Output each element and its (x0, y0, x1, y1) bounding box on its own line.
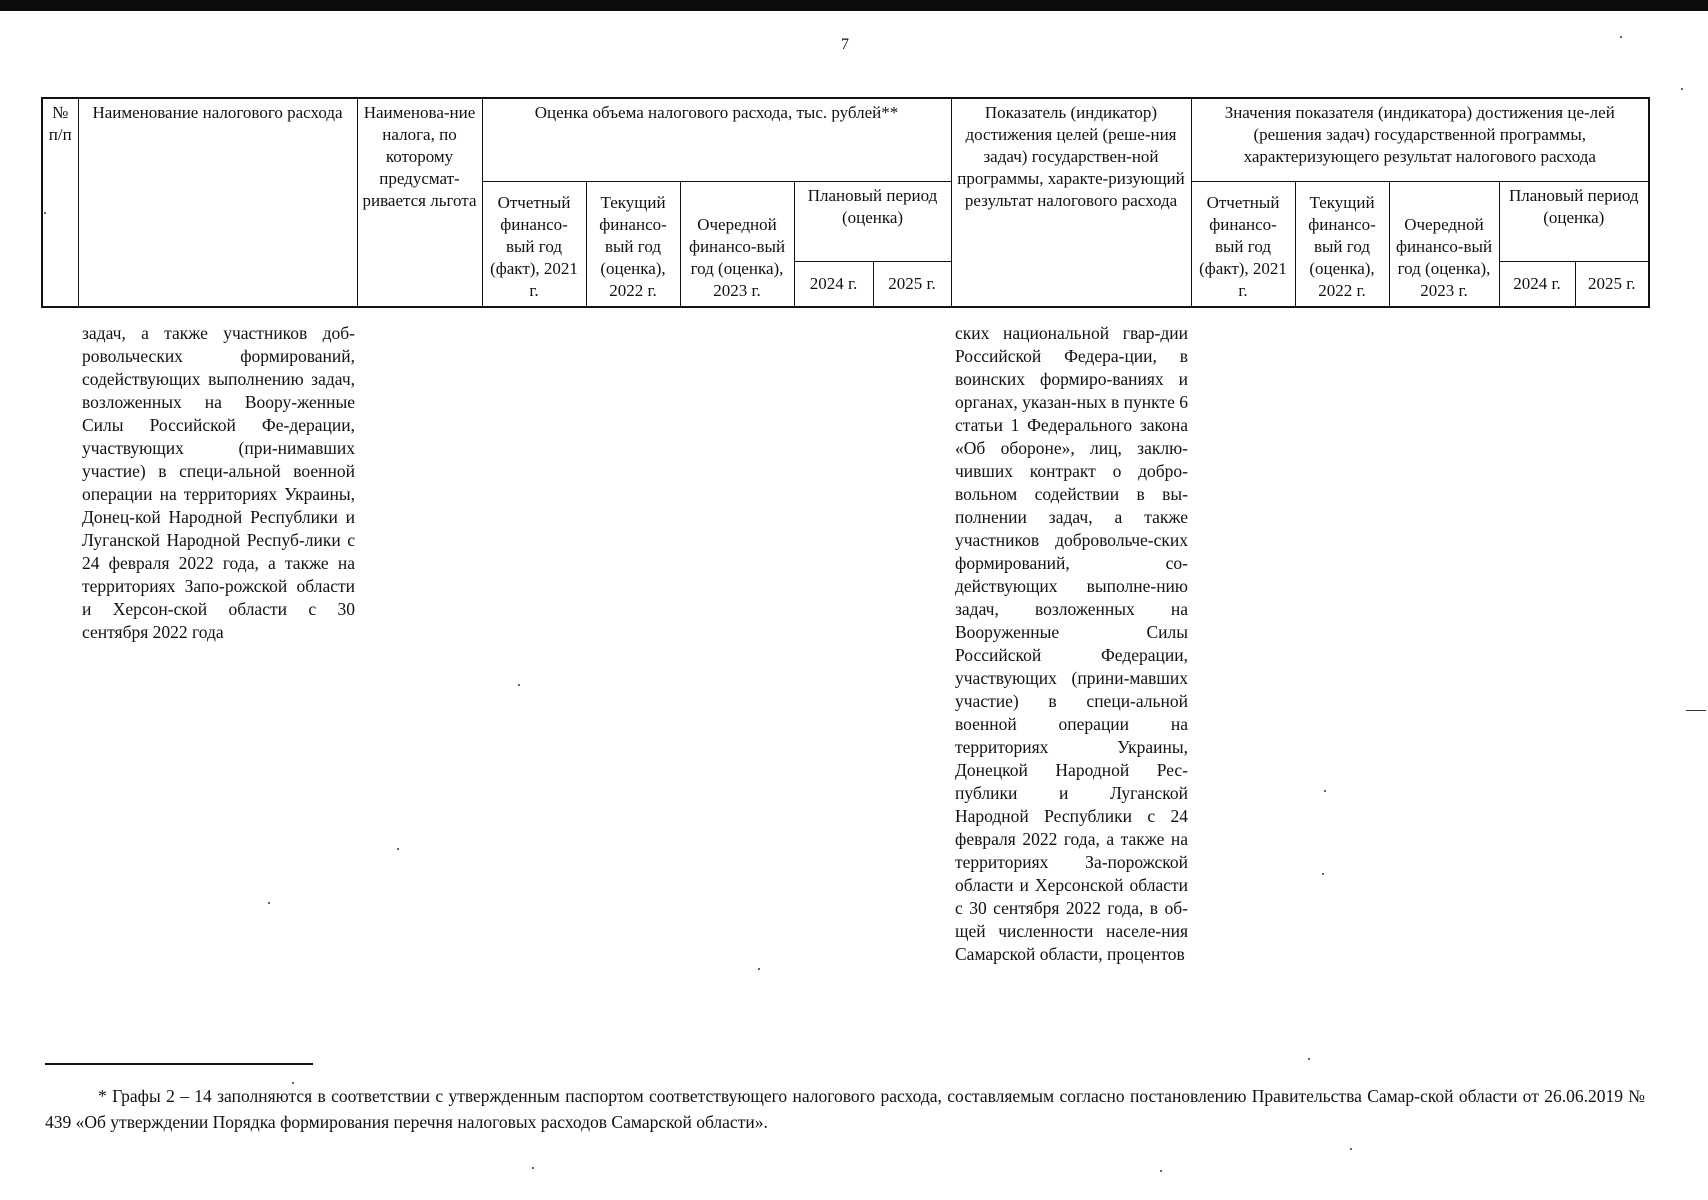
tax-expense-table-header (41, 97, 1650, 308)
scan-speck (1160, 1170, 1162, 1172)
scan-speck (532, 1167, 534, 1169)
scan-speck (1681, 88, 1683, 90)
scan-speck (292, 1082, 294, 1084)
header-cell-volume-2025: 2025 г. (873, 261, 951, 307)
header-cell-expense-name: Наименование налогового расхода (78, 98, 357, 307)
header-cell-indicator-values: Значения показателя (индикатора) достижения це-лей (решения задач) государственной программы, характеризующего результат налогового расхода (1191, 98, 1649, 181)
scan-top-edge (0, 0, 1708, 11)
header-cell-value-reported-year: Отчетный финансо-вый год (факт), 2021 г. (1191, 181, 1295, 307)
header-cell-value-2024: 2024 г. (1499, 261, 1575, 307)
footnote-separator (45, 1063, 313, 1065)
scan-speck (1322, 873, 1324, 875)
scan-speck (268, 902, 270, 904)
scan-speck (518, 684, 520, 686)
header-cell-indicator: Показатель (индикатор) достижения целей (реше-ния задач) государствен-ной программы, характе-ризующий результат налогового расхода (951, 98, 1191, 307)
page-number: 7 (841, 36, 849, 53)
header-cell-value-next-year: Очередной финансо-вый год (оценка), 2023 г. (1389, 181, 1499, 307)
header-cell-value-2025: 2025 г. (1575, 261, 1649, 307)
header-cell-volume-estimate: Оценка объема налогового расхода, тыс. рублей** (482, 98, 951, 181)
header-cell-value-current-year: Текущий финансо-вый год (оценка), 2022 г. (1295, 181, 1389, 307)
indicator-continuation: ских национальной гвар-дии Российской Федера-ции, в воинских формиро-ваниях и органах, указан-ных в пункте 6 статьи 1 Федерального закона «Об обороне», лиц, заклю-чивших контракт о добро-вольном содействии в вы-полнении задач, а также участников добровольче-ских формирований, со-действующих выполне-нию задач, возложенных на Вооруженные Силы Российской Федерации, участвующих (прини-мавших участие) в специ-альной военной операции на территориях Украины, Донецкой Народной Рес-публики и Луганской Народной Республики с 24 февраля 2022 года, а также на территориях За-порожской области и Херсонской области с 30 сентября 2022 года, в об-щей численности населе-ния Самарской области, процентов (955, 323, 1188, 964)
scan-speck (1350, 1148, 1352, 1150)
scan-speck (397, 848, 399, 850)
header-cell-value-planned-period: Плановый период (оценка) (1499, 181, 1649, 261)
header-cell-volume-planned-period: Плановый период (оценка) (794, 181, 951, 261)
scan-speck (44, 212, 46, 214)
expense-name-continuation: задач, а также участников доб-ровольческих формирований, содействующих выполнению задач, возложенных на Воору-женные Силы Российской Фе-дерации, участвующих (при-нимавших участие) в специ-альной военной операции на территориях Украины, Донец-кой Народной Республики и Луганской Народной Респуб-лики с 24 февраля 2022 года, а также на территориях Запо-рожской области и Херсон-ской области с 30 сентября 2022 года (82, 323, 355, 642)
scan-mark (1686, 710, 1706, 711)
footnote: * Графы 2 – 14 заполняются в соответствии с утвержденным паспортом соответствующего налогового расхода, составляемым согласно постановлению Правительства Самар-ской области от 26.06.2019 № 439 «Об утверждении Порядка формирования перечня налоговых расходов Самарской области». (45, 1086, 1645, 1132)
header-cell-volume-current-year: Текущий финансо-вый год (оценка), 2022 г. (586, 181, 680, 307)
scan-speck (758, 968, 760, 970)
header-cell-volume-reported-year: Отчетный финансо-вый год (факт), 2021 г. (482, 181, 586, 307)
header-cell-tax-name: Наименова-ние налога, по которому предусмат-ривается льгота (357, 98, 482, 307)
header-cell-number: № п/п (42, 98, 78, 307)
header-cell-volume-2024: 2024 г. (794, 261, 873, 307)
scan-speck (1324, 790, 1326, 792)
header-cell-volume-next-year: Очередной финансо-вый год (оценка), 2023 г. (680, 181, 794, 307)
scan-speck (1620, 36, 1622, 38)
scan-speck (1308, 1058, 1310, 1060)
